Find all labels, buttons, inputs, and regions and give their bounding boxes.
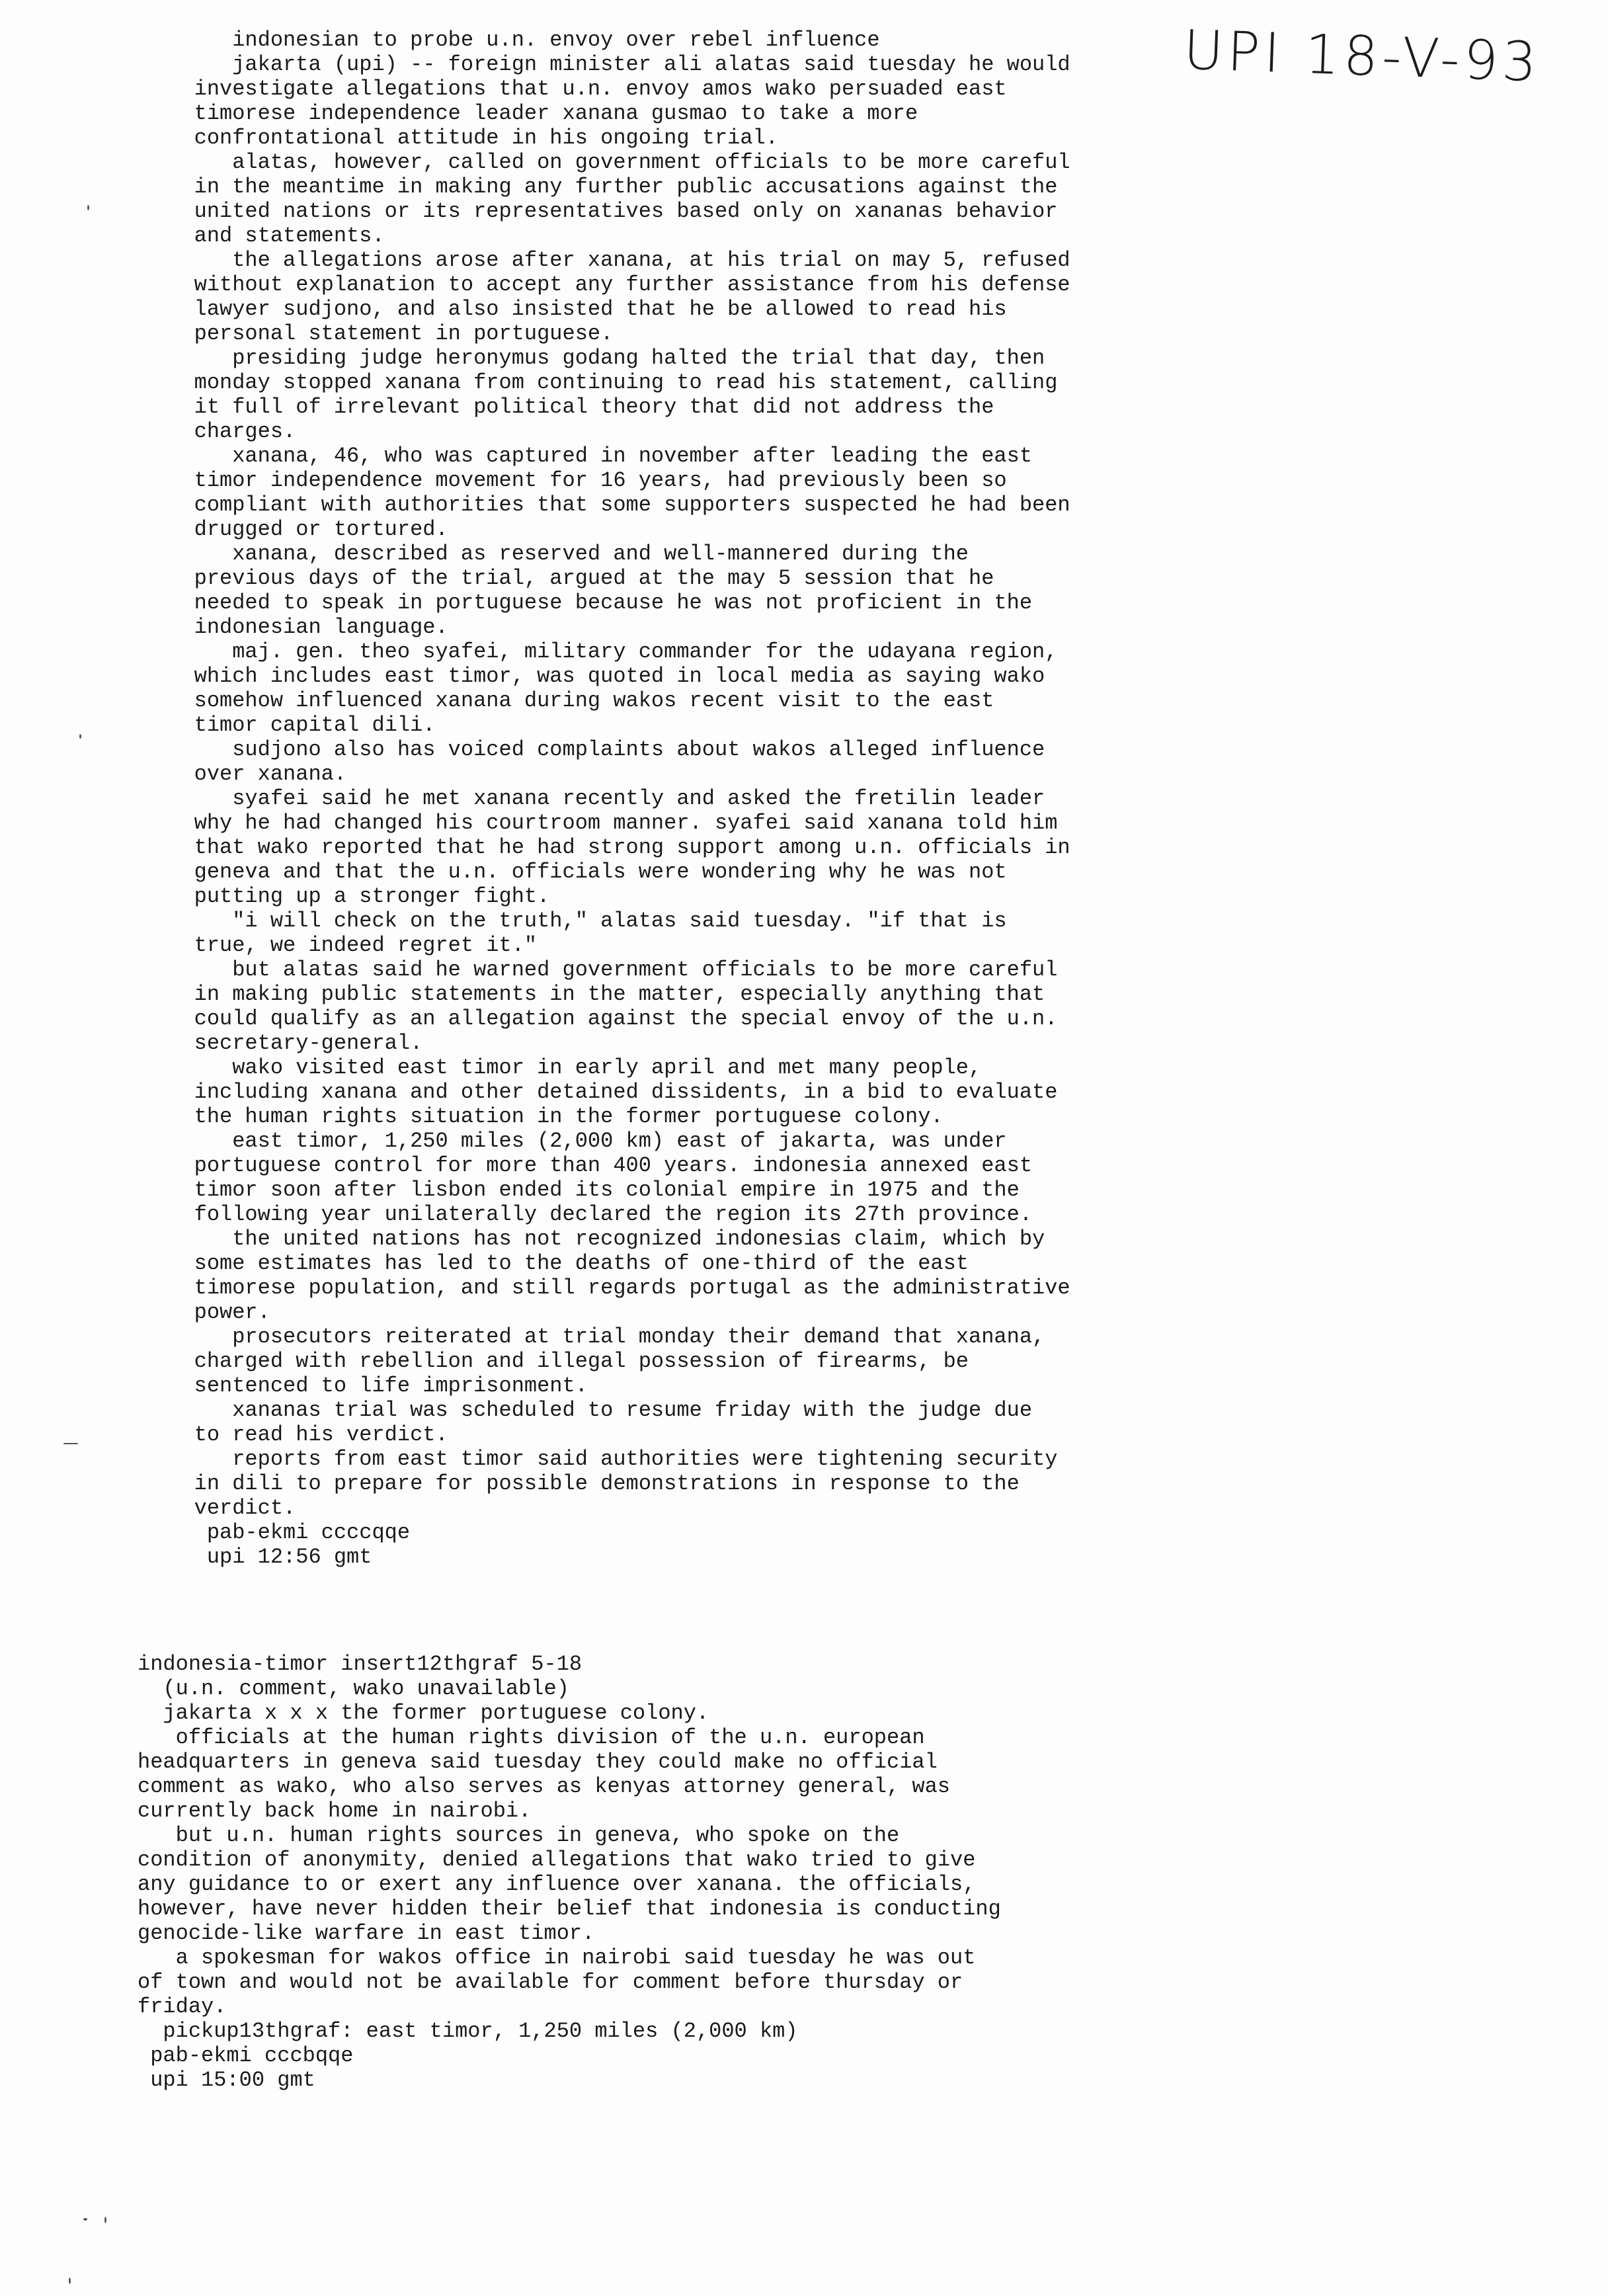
- story-line: but alatas said he warned government officials to be more careful: [156, 958, 1058, 982]
- story-line: comment as wako, who also serves as kenyas attorney general, was: [138, 1774, 950, 1799]
- story-line: portuguese control for more than 400 years. indonesia annexed east: [156, 1153, 1033, 1178]
- story-line: upi 15:00 gmt: [138, 2068, 315, 2092]
- story-line: in the meantime in making any further public accusations against the: [156, 175, 1058, 199]
- wire-story-main: [156, 28, 1070, 1569]
- story-line: currently back home in nairobi.: [138, 1799, 532, 1823]
- story-line: jakarta x x x the former portuguese colony.: [138, 1701, 709, 1725]
- story-line: presiding judge heronymus godang halted the trial that day, then: [156, 346, 1045, 370]
- story-line: east timor, 1,250 miles (2,000 km) east of jakarta, was under: [156, 1129, 1007, 1153]
- story-line: the human rights situation in the former portuguese colony.: [156, 1104, 944, 1129]
- story-line: needed to speak in portuguese because he was not proficient in the: [156, 591, 1033, 615]
- story-line: the allegations arose after xanana, at his trial on may 5, refused: [156, 248, 1070, 272]
- story-line: charged with rebellion and illegal possession of firearms, be: [156, 1349, 969, 1374]
- story-line: somehow influenced xanana during wakos recent visit to the east: [156, 688, 994, 713]
- story-line: condition of anonymity, denied allegations that wako tried to give: [138, 1848, 976, 1872]
- story-line: power.: [156, 1300, 270, 1325]
- wire-story-insert: [138, 1652, 1001, 2092]
- story-line: it full of irrelevant political theory that did not address the: [156, 395, 994, 419]
- story-line: upi 12:56 gmt: [156, 1545, 372, 1569]
- story-line: reports from east timor said authorities were tightening security: [156, 1447, 1058, 1471]
- story-line: monday stopped xanana from continuing to read his statement, calling: [156, 370, 1058, 395]
- story-line: prosecutors reiterated at trial monday their demand that xanana,: [156, 1325, 1045, 1349]
- story-line: xananas trial was scheduled to resume friday with the judge due: [156, 1398, 1033, 1422]
- story-line: pab-ekmi ccccqqe: [156, 1520, 411, 1545]
- scan-speck: [83, 2218, 87, 2221]
- story-line: maj. gen. theo syafei, military commander for the udayana region,: [156, 639, 1058, 664]
- story-line: and statements.: [156, 224, 385, 248]
- scan-speck: [87, 205, 89, 210]
- story-line: some estimates has led to the deaths of one-third of the east: [156, 1251, 969, 1276]
- story-line: in making public statements in the matter, especially anything that: [156, 982, 1045, 1006]
- story-line: which includes east timor, was quoted in local media as saying wako: [156, 664, 1045, 688]
- story-line: xanana, described as reserved and well-mannered during the: [156, 542, 969, 566]
- story-line: headquarters in geneva said tuesday they could make no official: [138, 1750, 938, 1774]
- story-line: previous days of the trial, argued at the may 5 session that he: [156, 566, 994, 591]
- story-line: could qualify as an allegation against the special envoy of the u.n.: [156, 1006, 1058, 1031]
- story-line: officials at the human rights division of the u.n. european: [138, 1725, 925, 1750]
- story-line: indonesian language.: [156, 615, 448, 639]
- handwritten-date-note: UPI 18-V-93: [1182, 19, 1542, 95]
- story-line: putting up a stronger fight.: [156, 884, 550, 909]
- story-line: that wako reported that he had strong support among u.n. officials in: [156, 835, 1070, 860]
- story-line: pab-ekmi cccbqqe: [138, 2043, 354, 2068]
- story-line: xanana, 46, who was captured in november after leading the east: [156, 444, 1033, 468]
- story-line: sentenced to life imprisonment.: [156, 1374, 588, 1398]
- story-line: following year unilaterally declared the region its 27th province.: [156, 1202, 1033, 1227]
- story-line: "i will check on the truth," alatas said tuesday. "if that is: [156, 909, 1007, 933]
- story-line: pickup13thgraf: east timor, 1,250 miles (2,000 km): [138, 2019, 798, 2043]
- scan-speck: [69, 2277, 71, 2284]
- story-line: genocide-like warfare in east timor.: [138, 1921, 595, 1946]
- scan-speck: [79, 734, 81, 739]
- scan-speck: [63, 1443, 78, 1444]
- story-line: confrontational attitude in his ongoing trial.: [156, 126, 778, 150]
- story-line: however, have never hidden their belief that indonesia is conducting: [138, 1897, 1001, 1921]
- story-line: timorese population, and still regards portugal as the administrative: [156, 1276, 1070, 1300]
- story-line: indonesian to probe u.n. envoy over rebel influence: [156, 28, 880, 52]
- story-line: charges.: [156, 419, 296, 444]
- story-line: in dili to prepare for possible demonstrations in response to the: [156, 1471, 1020, 1496]
- story-line: (u.n. comment, wako unavailable): [138, 1676, 569, 1701]
- story-line: indonesia-timor insert12thgraf 5-18: [138, 1652, 583, 1676]
- story-line: verdict.: [156, 1496, 296, 1520]
- story-line: timor soon after lisbon ended its colonial empire in 1975 and the: [156, 1178, 1020, 1202]
- story-line: investigate allegations that u.n. envoy amos wako persuaded east: [156, 77, 1007, 101]
- story-line: timor capital dili.: [156, 713, 436, 737]
- story-line: timorese independence leader xanana gusmao to take a more: [156, 101, 918, 126]
- story-line: united nations or its representatives based only on xananas behavior: [156, 199, 1058, 224]
- scan-speck: [104, 2217, 106, 2223]
- story-line: alatas, however, called on government officials to be more careful: [156, 150, 1070, 175]
- story-line: the united nations has not recognized indonesias claim, which by: [156, 1227, 1045, 1251]
- story-line: sudjono also has voiced complaints about wakos alleged influence: [156, 737, 1045, 762]
- story-line: to read his verdict.: [156, 1422, 448, 1447]
- story-line: friday.: [138, 1994, 227, 2019]
- story-line: a spokesman for wakos office in nairobi said tuesday he was out: [138, 1946, 976, 1970]
- story-line: including xanana and other detained dissidents, in a bid to evaluate: [156, 1080, 1058, 1104]
- story-line: without explanation to accept any further assistance from his defense: [156, 272, 1070, 297]
- story-line: wako visited east timor in early april and met many people,: [156, 1055, 982, 1080]
- story-line: but u.n. human rights sources in geneva, who spoke on the: [138, 1823, 900, 1848]
- story-line: over xanana.: [156, 762, 347, 786]
- story-line: jakarta (upi) -- foreign minister ali alatas said tuesday he would: [156, 52, 1070, 77]
- story-line: drugged or tortured.: [156, 517, 448, 542]
- story-line: personal statement in portuguese.: [156, 321, 614, 346]
- story-line: any guidance to or exert any influence over xanana. the officials,: [138, 1872, 976, 1897]
- story-line: timor independence movement for 16 years, had previously been so: [156, 468, 1007, 493]
- story-line: of town and would not be available for comment before thursday or: [138, 1970, 963, 1994]
- story-line: why he had changed his courtroom manner. syafei said xanana told him: [156, 811, 1058, 835]
- story-line: syafei said he met xanana recently and asked the fretilin leader: [156, 786, 1045, 811]
- story-line: compliant with authorities that some supporters suspected he had been: [156, 493, 1070, 517]
- story-line: true, we indeed regret it.": [156, 933, 538, 958]
- story-line: secretary-general.: [156, 1031, 423, 1055]
- story-line: lawyer sudjono, and also insisted that he be allowed to read his: [156, 297, 1007, 321]
- story-line: geneva and that the u.n. officials were wondering why he was not: [156, 860, 1007, 884]
